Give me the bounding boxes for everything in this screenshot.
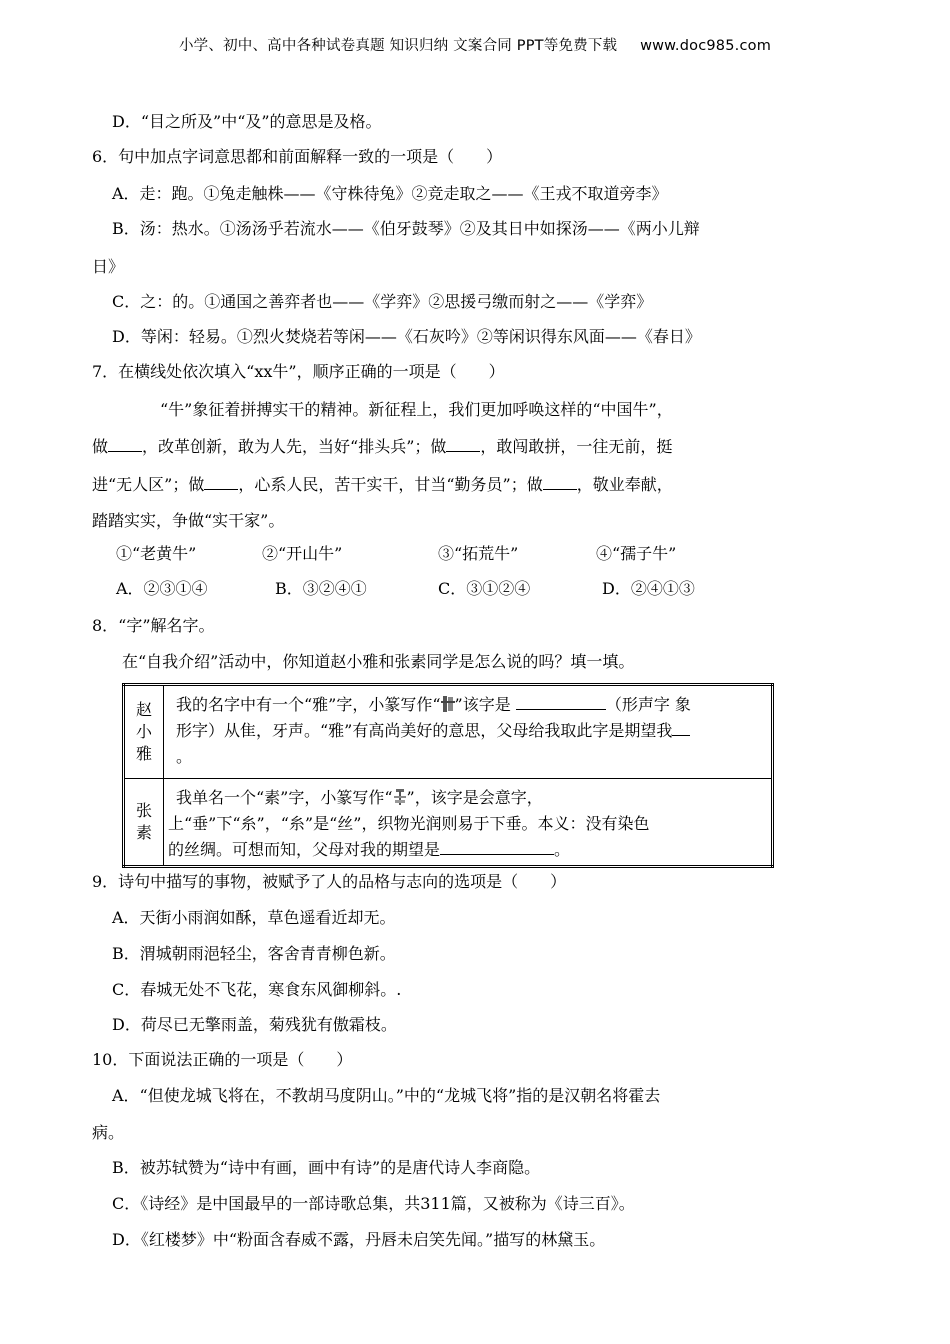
q10-option-d: D．《红楼梦》中“粉面含春威不露，丹唇未启笑先闻。”描写的林黛玉。 <box>112 1230 606 1249</box>
q5-option-d: D．“目之所及”中“及”的意思是及格。 <box>112 112 382 131</box>
q10-option-c: C．《诗经》是中国最早的一部诗歌总集，共311篇，又被称为《诗三百》。 <box>112 1194 635 1213</box>
q7-option-a: A．②③①④ <box>116 579 208 598</box>
name-row-zhao <box>124 685 773 779</box>
name-table <box>122 683 774 868</box>
q6-option-b-cont: 日》 <box>92 257 125 276</box>
name-label-zhao: 赵小雅 <box>124 685 164 779</box>
page-header <box>0 34 950 55</box>
q7-passage-line1: “牛”象征着拼搏实干的精神。新征程上，我们更加呼唤这样的“中国牛”， <box>160 400 673 419</box>
q7-blank-2 <box>446 436 480 452</box>
q7-item-4: ④“孺子牛” <box>596 544 677 563</box>
name-label-zhang: 张素 <box>124 779 164 867</box>
zhao-blank-type <box>516 694 606 710</box>
seal-script-su-icon <box>393 788 407 806</box>
q7-option-c: C．③①②④ <box>438 579 531 598</box>
zhao-blank-hope <box>672 720 690 736</box>
q10-option-b: B．被苏轼赞为“诗中有画，画中有诗”的是唐代诗人李商隐。 <box>112 1158 541 1177</box>
q7-blank-4 <box>543 474 577 490</box>
q8-stem: 8．“字”解名字。 <box>92 616 215 635</box>
name-desc-zhao: 我的名字中有一个“雅”字，小篆写作“ ”该字是 （形声字 象 形字）从隹，牙声。“雅”有高尚美好的意思，父母给我取此字是期望我 。 <box>164 685 773 779</box>
q6-stem: 6．句中加点字词意思都和前面解释一致的一项是（ ） <box>92 147 503 166</box>
q10-option-a-cont: 病。 <box>92 1123 125 1142</box>
q6-option-c: C．之：的。①通国之善弈者也——《学弈》②思援弓缴而射之——《学弈》 <box>112 292 653 311</box>
q7-option-d: D．②④①③ <box>602 579 695 598</box>
q7-item-1: ①“老黄牛” <box>116 544 197 563</box>
q6-option-b: B．汤：热水。①汤汤乎若流水——《伯牙鼓琴》②及其日中如探汤——《两小儿辩 <box>112 219 700 238</box>
q7-stem: 7．在横线处依次填入“xx牛”，顺序正确的一项是（ ） <box>92 362 505 381</box>
q9-option-d: D．荷尽已无擎雨盖，菊残犹有傲霜枝。 <box>112 1015 397 1034</box>
q9-option-c: C．春城无处不飞花，寒食东风御柳斜。. <box>112 980 402 999</box>
header-text: 小学、初中、高中各种试卷真题 知识归纳 文案合同 PPT等免费下载 <box>178 38 618 54</box>
name-row-zhang <box>124 779 773 867</box>
q9-option-b: B．渭城朝雨浥轻尘，客舍青青柳色新。 <box>112 944 396 963</box>
q7-passage-line2: 做 ，改革创新，敢为人先，当好“排头兵”；做 ，敢闯敢拼，一往无前，挺 <box>92 437 673 456</box>
q10-option-a: A．“但使龙城飞将在，不教胡马度阴山。”中的“龙城飞将”指的是汉朝名将霍去 <box>112 1086 661 1105</box>
q7-blank-3 <box>204 474 238 490</box>
q7-item-3: ③“拓荒牛” <box>438 544 519 563</box>
q9-stem: 9．诗句中描写的事物，被赋予了人的品格与志向的选项是（ ） <box>92 872 567 891</box>
q9-option-a: A．天街小雨润如酥，草色遥看近却无。 <box>112 908 396 927</box>
q7-blank-1 <box>108 436 142 452</box>
seal-script-ya-icon <box>441 695 455 713</box>
q7-passage-line3: 进“无人区”；做 ，心系人民，苦干实干，甘当“勤务员”；做 ，敬业奉献， <box>92 475 673 494</box>
q10-stem: 10．下面说法正确的一项是（ ） <box>92 1050 353 1069</box>
q8-intro: 在“自我介绍”活动中，你知道赵小雅和张素同学是怎么说的吗？填一填。 <box>122 652 635 671</box>
q6-option-a: A．走：跑。①兔走触株——《守株待兔》②竞走取之——《王戎不取道旁李》 <box>112 184 668 203</box>
q7-option-b: B．③②④① <box>275 579 367 598</box>
zhang-blank-hope <box>440 839 554 855</box>
q6-option-d: D．等闲：轻易。①烈火焚烧若等闲——《石灰吟》②等闲识得东风面——《春日》 <box>112 327 701 346</box>
header-site: www.doc985.com <box>640 38 772 54</box>
q7-item-2: ②“开山牛” <box>262 544 343 563</box>
q7-passage-line4: 踏踏实实，争做“实干家”。 <box>92 511 285 530</box>
name-desc-zhang: 我单名一个“素”字，小篆写作“ ”，该字是会意字， 上“垂”下“糸”，“糸”是“丝”，织物光润则易于下垂。本义：没有染色 的丝绸。可想而知，父母对我的期望是 。 <box>164 779 773 867</box>
